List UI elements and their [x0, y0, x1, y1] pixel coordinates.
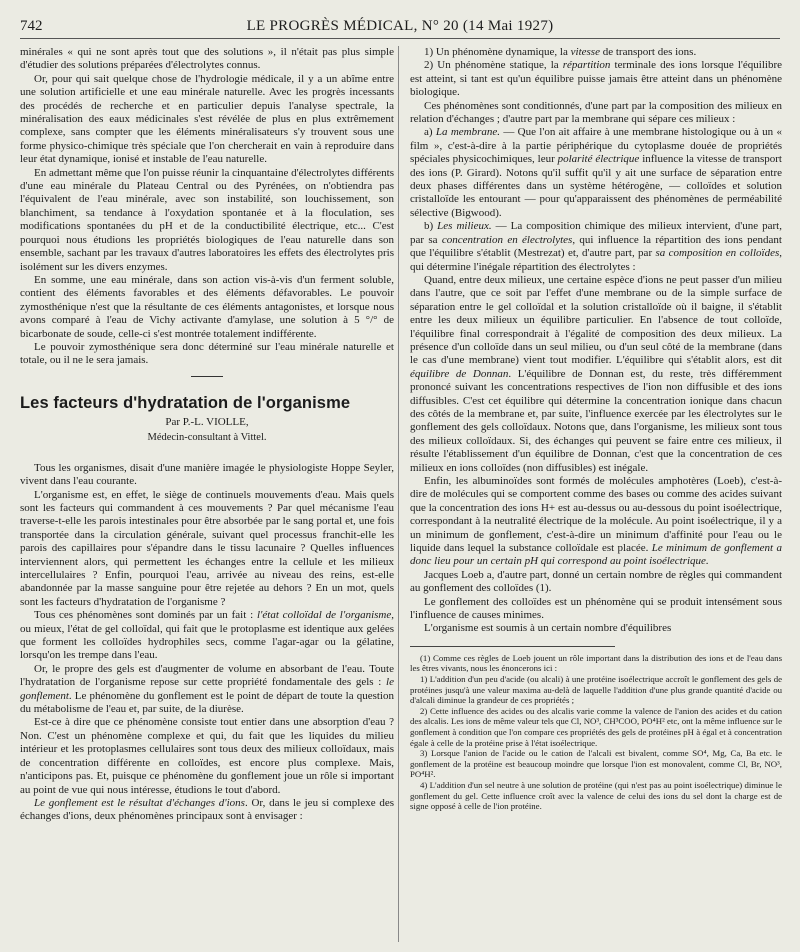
list-item	[410, 59, 782, 99]
italic-text: polarité électrique	[557, 153, 640, 166]
italic-text: Le minimum de gonflement a donc lieu pour un certain pH qui correspond au point isoélectrique.	[410, 542, 782, 568]
text-run: . Le phénomène du gonflement est le point de départ de toute la question du métabolisme de l'eau et, par suite, de la diurèse.	[20, 689, 394, 716]
text-run: , qui influence la répartition des ions pendant que l'équilibre s'établit (Mestrezat) et, d'autre part, par	[410, 233, 782, 260]
text-run: terminale des ions lorsque l'équilibre est atteint, si tant est qu'un équilibre puisse jamais être atteint dans un phénomène biologique.	[410, 59, 782, 99]
italic-text: répartition	[562, 59, 611, 72]
paragraph: En somme, une eau minérale, dans son action vis-à-vis d'un ferment soluble, contient des éléments favorables et des éléments défavorables. Le pouvoir zymosthénique n'est que la résultante de ces éléments antagonistes, et lorsque nous avons comparé à l'eau de Vichy activante d'amylase, une solution à 5 °/° de bicarbonate de soude, celle-ci s'est montrée totalement indifférente.	[20, 273, 394, 340]
left-column	[20, 46, 394, 942]
list-item	[410, 220, 782, 274]
italic-text: La membrane.	[435, 126, 500, 139]
text-run: Quand, entre deux milieux, une certaine espèce d'ions ne peut passer d'un milieu dans l'autre, que ce soit par l'effet d'une membrane ou de la simple surface de séparation entre le gel colloïdal et la solution cristalloïde où il baigne, il s'établit entre les deux milieux un équilibre particulier. En l'absence de tout colloïde, l'équilibre final correspondrait à l'égalité de composition des deux milieux. La présence d'un colloïde dans un seul milieu, ou d'un seul côté de la membrane (dans le cas d'une membrane) vient tout modifier. L'équilibre qui s'établit alors, est dit	[410, 273, 782, 367]
paragraph	[20, 797, 394, 824]
text-run: — La composition chimique des milieux intervient, d'une part, par sa	[410, 220, 782, 246]
italic-text: l'état colloïdal de l'organisme	[256, 609, 392, 622]
text-run: b)	[424, 220, 438, 233]
author-byline: Par P.-L. VIOLLE,	[165, 415, 249, 428]
text-run: influence la vitesse de transport des ions (P. Girard). Notons qu'il suffit qu'il y ait une surface de séparation entre deux phases différentes dans un système hétérogène, — colloïdes et solution cristalloïde les entourant — pour qu'apparaissent des phénomènes de perméabilité sélective (Bigwood).	[410, 153, 782, 219]
paragraph: Jacques Loeb a, d'autre part, donné un certain nombre de règles qui commandent au gonflement des colloïdes (1).	[410, 568, 782, 595]
text-run: , ou mieux, l'état de gel colloïdal, qui fait que le protoplasme est identique aux gelées que forment les colloïdes hydrophiles secs, comme l'agar-agar ou la gélatine, lorsqu'on les trempe dans l'eau.	[20, 609, 394, 662]
italic-text: Les milieux.	[437, 220, 492, 233]
text-run: Enfin, les albuminoïdes sont formés de molécules amphotères (Loeb), c'est-à-dire de molécules qui se comportent comme des bases ou comme des acides suivant que la concentration des ions H+ est au-dessus ou au-dessous du point isoélectrique, correspondant à la neutralité électrique de la molécule. Au point isoélectrique, il y a un minimum de gonflement, c'est-à-dire un minimum d'affinité pour l'eau ou le liquide dans lequel la substance colloïdale est placée.	[410, 475, 782, 555]
italic-text: équilibre de Donnan	[410, 367, 509, 380]
paragraph	[410, 475, 782, 569]
paragraph: L'organisme est soumis à un certain nombre d'équilibres	[424, 622, 672, 635]
italic-text: Le gonflement est le résultat d'échanges d'ions	[34, 796, 245, 809]
text-run: Or, le propre des gels est d'augmenter de volume en absorbant de l'eau. Toute l'hydratation de l'organisme repose sur cette propriété fondamentale des gels :	[20, 662, 394, 689]
footnote: 2) Cette influence des acides ou des alcalis varie comme la valence de l'anion des acides et du cation des alcalis. Les ions de même valeur tels que Cl, NO³, CH³COO, PO⁴H² etc, ont la même influence sur le gonflement à condition que l'on compare ces propriétés des gels de protéines pH à égal et à concentration égale à celle de la protéine prise à l'état isoélectrique.	[410, 705, 782, 748]
paragraph: Or, pour qui sait quelque chose de l'hydrologie médicale, il y a un abîme entre une solution artificielle et une eau minérale naturelle. Avec les progrès incessants des procédés de recherche et en particulier depuis l'analyse spectrale, la minéralisation des eaux médicinales s'est révélée de plus en plus extrêmement complexe, sans compter que les éléments minéralisateurs s'y trouvent sous une forme physico-chimique très spéciale que l'on chercherait en vain à reproduire dans leur état dynamique, ionisé et instable de l'eau naturelle.	[20, 72, 394, 166]
text-run: . Or, dans le jeu si complexe des échanges d'ions, deux phénomènes principaux sont à envisager :	[20, 796, 394, 823]
text-run: 1) Un phénomène dynamique, la	[424, 46, 571, 58]
paragraph: Tous les organismes, disait d'une manière imagée le physiologiste Hoppe Seyler, vivent dans l'eau courante.	[20, 461, 394, 488]
right-column	[410, 46, 782, 942]
text-run: a)	[424, 126, 436, 139]
italic-text: concentration en électrolytes	[441, 233, 573, 246]
running-title: LE PROGRÈS MÉDICAL, N° 20 (14 Mai 1927)	[246, 18, 554, 34]
footnote: (1) Comme ces règles de Loeb jouent un rôle important dans la distribution des ions et de l'eau dans les êtres vivants, nous les énoncerons ici :	[410, 652, 782, 674]
paragraph: Le gonflement des colloïdes est un phénomène qui se produit intensément sous l'influence de causes minimes.	[410, 595, 782, 622]
paragraph	[410, 274, 782, 475]
article-title: Les facteurs d'hydratation de l'organisme	[20, 393, 351, 412]
paragraph: Ces phénomènes sont conditionnés, d'une part par la composition des milieux en relation d'échanges ; d'autre part par la membrane qui sépare ces milieux :	[410, 99, 782, 126]
paragraph: Est-ce à dire que ce phénomène consiste tout entier dans une absorption d'eau ? Non. C'est un phénomène complexe et qui, du fait que les liquides du milieu intérieur et les protoplasmes cellulaires sont tous deux des milieux colloïdaux, mais de concentration différente en colloïdes, est encore plus complexe. Mais, n'anticipons pas. Et, puisque ce phénomène du gonflement joue un rôle si important au point de vue qui nous intéresse, étudions le tout d'abord.	[20, 716, 394, 796]
text-run: 2) Un phénomène statique, la	[424, 59, 563, 72]
text-run: Tous ces phénomènes sont dominés par un fait :	[34, 609, 257, 622]
italic-text: vitesse	[570, 46, 600, 58]
paragraph: L'organisme est, en effet, le siège de continuels mouvements d'eau. Mais quels sont les facteurs qui commandent à ces mouvements ? Par quel mécanisme l'eau traverse-t-elle les parois intestinales pour être absorbée par le sang portal et, une fois transportée dans la circulation générale, suivant quel processus franchit-elle les parois des capillaires pour s'épandre dans le tissu lacunaire ? Quelles influences interviennent alors, qui permettent les échanges entre la cellule et les milieux intercellulaires ? Enfin, pourquoi l'eau, arrivée au niveau des reins, est-elle abandonnée par la masse sanguine pour être rejetée au dehors ? En un mot, quels sont les facteurs d'hydratation de l'organisme ?	[20, 488, 394, 608]
footnote: 3) Lorsque l'anion de l'acide ou le cation de l'alcali est bivalent, comme SO⁴, Mg, Ca, Ba etc. le gonflement de la protéine est beaucoup moindre que lorsque l'ion est monovalent, comme Cl, Br, NO³, PO⁴H².	[410, 748, 782, 780]
footnote: 4) L'addition d'un sel neutre à une solution de protéine (qui n'est pas au point isoélectrique) diminue le gonflement du gel. Cette influence croît avec la valence de celui des ions du sel dont la charge est de signe opposé à celle de l'ion protéine.	[410, 780, 782, 812]
footnotes	[410, 653, 782, 812]
section-separator	[191, 376, 223, 377]
list-item	[410, 46, 782, 59]
list-item	[410, 126, 782, 220]
paragraph: En admettant même que l'on puisse réunir la cinquantaine d'électrolytes différents d'une eau minérale du Plateau Central ou des Pyrénées, on n'obtiendra pas l'équivalent de l'eau minérale, avec son instabilité, son louchissement, son blanchiment, sa tendance à l'oxydation spontanée et à la floculation, ses modifications spontanées du pH et de la conductibilité électrique, etc... C'est pourquoi nous étudions les propriétés biologiques de l'eau naturelle dans son ensemble, sachant par les travaux d'autres laboratoires les effets des électrolytes pris isolément sur les divers enzymes.	[20, 166, 394, 273]
author-affiliation: Médecin-consultant à Vittel.	[147, 431, 267, 443]
paragraph	[20, 609, 394, 663]
footnote-rule	[410, 646, 615, 647]
italic-text: sa composition en colloïdes	[655, 247, 780, 260]
italic-text: le gonflement	[20, 676, 394, 702]
running-header	[20, 18, 780, 39]
text-run: , qui détermine l'inégale répartition des électrolytes :	[410, 247, 782, 273]
paragraph: Le pouvoir zymosthénique sera donc déterminé sur l'eau minérale naturelle et totale, ou il ne le sera jamais.	[20, 340, 394, 367]
paragraph: minérales « qui ne sont après tout que des solutions », il n'était pas plus simple d'étudier des solutions préparées d'électrolytes connus.	[20, 46, 394, 72]
text-run: . L'équilibre de Donnan est, du reste, très différemment prononcé suivant les concentrations respectives de l'ion non diffusible et des ions diffusibles. C'est cet équilibre qui détermine la concentration ionique dans chacun des côtés de la membrane et, par suite, l'influence exercée par les électrolytes sur le gonflement des gels colloïdaux. Notons que, dans l'organisme, les milieux sont tous des milieux colloïdaux. Si, des échanges qui peuvent se faire entre ces milieux, il résulte l'établissement d'un équilibre de Donnan, c'est que la concentration de ces milieux en ions colloïdes (non diffusibles) est inégale.	[410, 367, 782, 474]
page-number: 742	[20, 18, 43, 34]
footnote: 1) L'addition d'un peu d'acide (ou alcali) à une protéine isoélectrique accroît le gonflement des gels de protéines jusqu'à une valeur maxima au-delà de laquelle l'addition d'une plus grande quantité d'acide ou d'alcali diminue la grandeur de ces propriétés ;	[410, 674, 782, 706]
text-run: de transport des ions.	[599, 46, 697, 58]
text-run: — Que l'on ait affaire à une membrane histologique ou à un « film », c'est-à-dire à la partie périphérique du cytoplasme douée de propriétés spéciales physicochimiques, leur	[410, 126, 782, 166]
column-divider	[398, 46, 399, 942]
paragraph	[20, 663, 394, 717]
